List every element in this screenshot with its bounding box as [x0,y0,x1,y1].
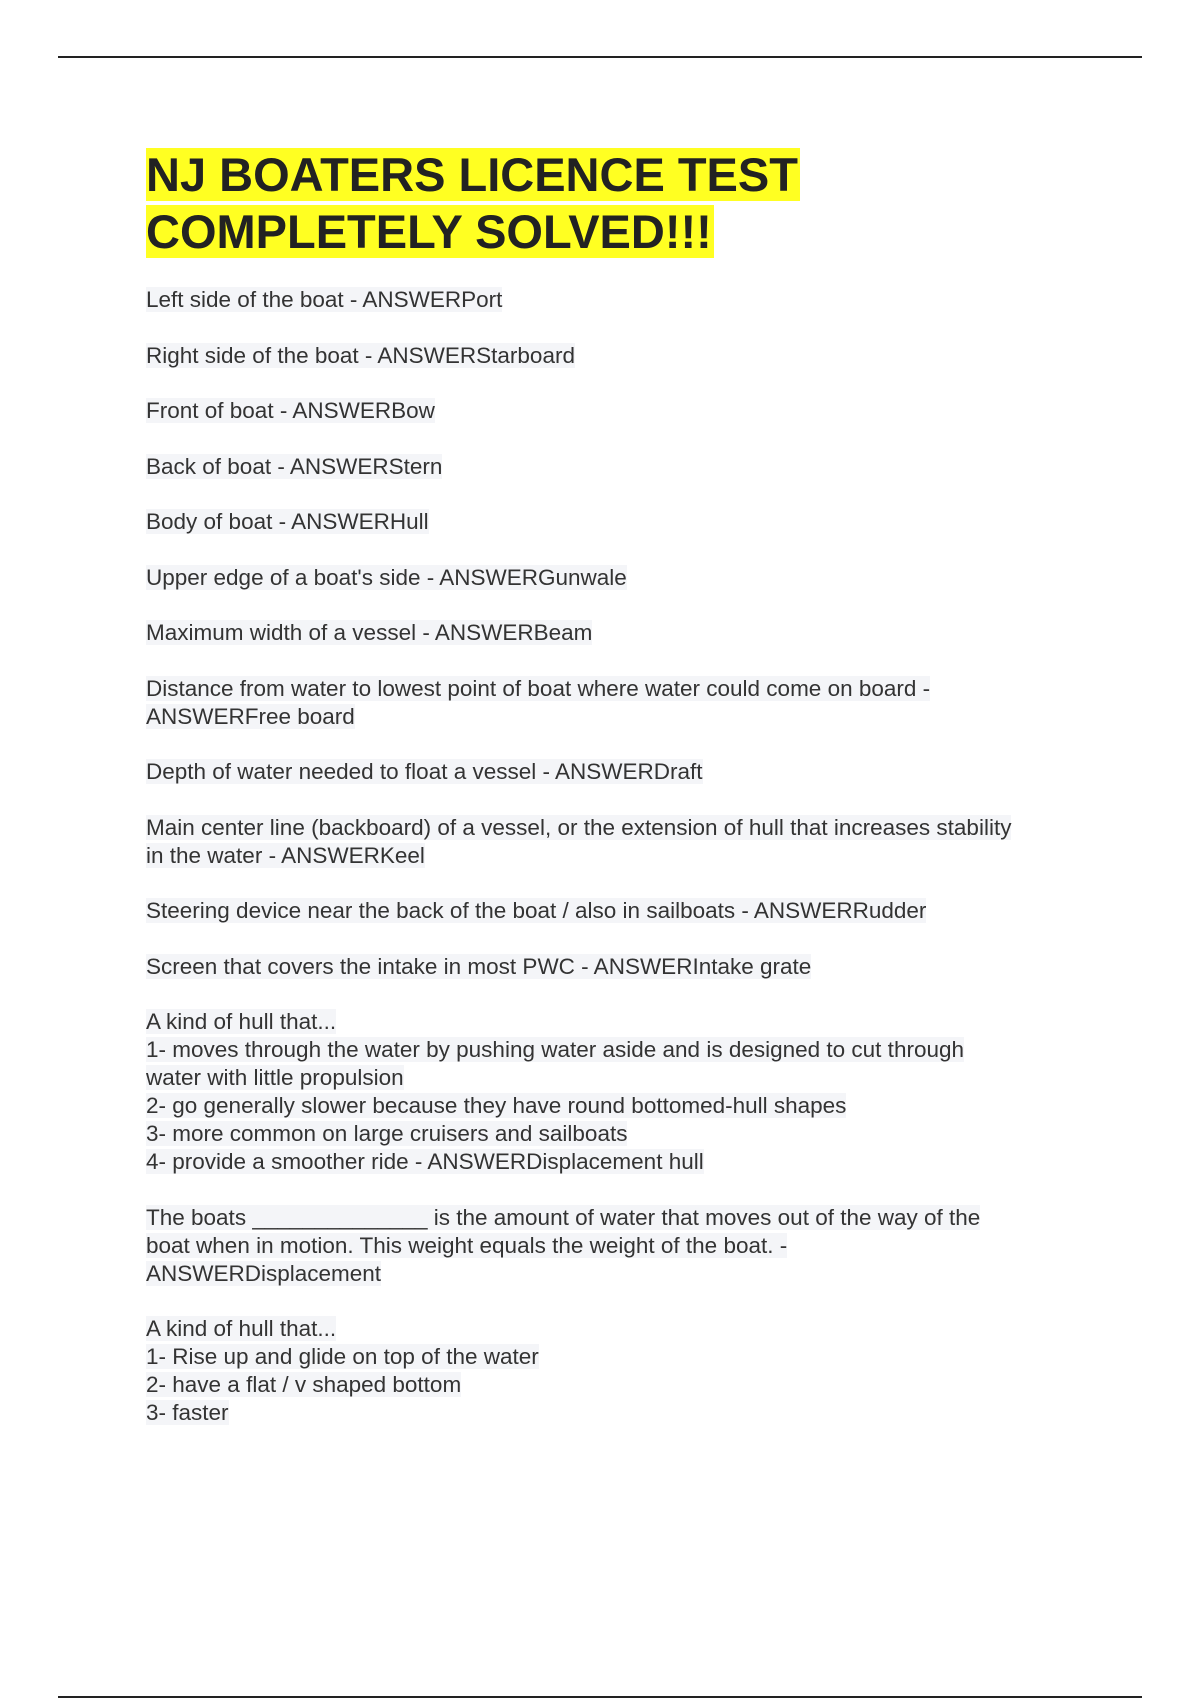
qa-line [146,1315,1086,1343]
qa-line [146,675,1086,703]
qa-line-text: boat when in motion. This weight equals the weight of the boat. - [146,1232,788,1258]
qa-line [146,1232,1086,1260]
qa-item [146,675,1086,731]
qa-line-text: Front of boat - ANSWERBow [146,398,435,423]
qa-line [146,286,1086,314]
qa-item [146,397,1086,425]
qa-line [146,397,1086,425]
qa-item [146,1204,1086,1288]
qa-item [146,619,1086,647]
qa-line [146,703,1086,731]
qa-line-text: 2- go generally slower because they have round bottomed-hull shapes [146,1093,847,1118]
qa-line-text: A kind of hull that... [146,1316,337,1341]
title-line [146,203,1086,260]
qa-line-text: Left side of the boat - ANSWERPort [146,287,503,312]
qa-line [146,1092,1086,1120]
qa-item [146,897,1086,925]
qa-line-text: water with little propulsion [146,1065,404,1090]
qa-line-text: 3- faster [146,1400,229,1425]
qa-line-text: The boats ______________ is the amount of water that moves out of the way of the [146,1204,981,1230]
qa-line [146,814,1086,842]
qa-item [146,758,1086,786]
qa-line-text: Upper edge of a boat's side - ANSWERGunwale [146,564,627,590]
top-rule [58,56,1142,58]
qa-line-text: in the water - ANSWERKeel [146,842,425,868]
qa-item [146,814,1086,870]
qa-line-text: A kind of hull that... [146,1009,337,1034]
qa-line-text: Depth of water needed to float a vessel - ANSWERDraft [146,759,703,784]
title-line [146,146,1086,203]
qa-line [146,619,1086,647]
qa-line-text: 4- provide a smoother ride - ANSWERDisplacement hull [146,1149,704,1174]
qa-line-text: ANSWERDisplacement [146,1260,382,1286]
qa-line [146,342,1086,370]
title-line-text: COMPLETELY SOLVED!!! [146,205,712,258]
qa-line-text: 2- have a flat / v shaped bottom [146,1372,462,1397]
qa-line [146,453,1086,481]
qa-line [146,1204,1086,1232]
qa-line-text: Screen that covers the intake in most PWC - ANSWERIntake grate [146,953,812,979]
document-body [146,146,1086,1455]
qa-line-text: Distance from water to lowest point of boat where water could come on board - [146,675,931,701]
qa-line [146,1343,1086,1371]
qa-line-text: Body of boat - ANSWERHull [146,509,429,534]
title-line-text: NJ BOATERS LICENCE TEST [146,148,798,201]
qa-item [146,953,1086,981]
qa-line-text: 1- Rise up and glide on top of the water [146,1344,539,1369]
qa-item [146,1008,1086,1176]
qa-line [146,564,1086,592]
qa-item [146,453,1086,481]
qa-line-text: Steering device near the back of the boat / also in sailboats - ANSWERRudder [146,898,927,923]
qa-line-text: 1- moves through the water by pushing water aside and is designed to cut through [146,1037,964,1062]
qa-item [146,564,1086,592]
qa-line [146,1008,1086,1036]
qa-item [146,1315,1086,1427]
qa-line [146,1260,1086,1288]
qa-line [146,758,1086,786]
document-title [146,146,1086,260]
qa-line [146,842,1086,870]
qa-line-text: 3- more common on large cruisers and sailboats [146,1121,628,1146]
qa-line-text: Main center line (backboard) of a vessel, or the extension of hull that increases stability [146,814,1012,840]
qa-line [146,1399,1086,1427]
qa-line [146,1371,1086,1399]
qa-line-text: Back of boat - ANSWERStern [146,453,443,479]
qa-line [146,897,1086,925]
qa-line-text: Right side of the boat - ANSWERStarboard [146,342,575,368]
qa-item [146,342,1086,370]
question-answer-list [146,286,1086,1427]
bottom-rule [58,1696,1142,1698]
qa-line [146,508,1086,536]
qa-item [146,286,1086,314]
qa-line [146,1064,1086,1092]
qa-line-text: ANSWERFree board [146,703,355,729]
qa-line [146,1036,1086,1064]
qa-line [146,1120,1086,1148]
qa-item [146,508,1086,536]
qa-line [146,953,1086,981]
qa-line-text: Maximum width of a vessel - ANSWERBeam [146,620,593,645]
qa-line [146,1148,1086,1176]
